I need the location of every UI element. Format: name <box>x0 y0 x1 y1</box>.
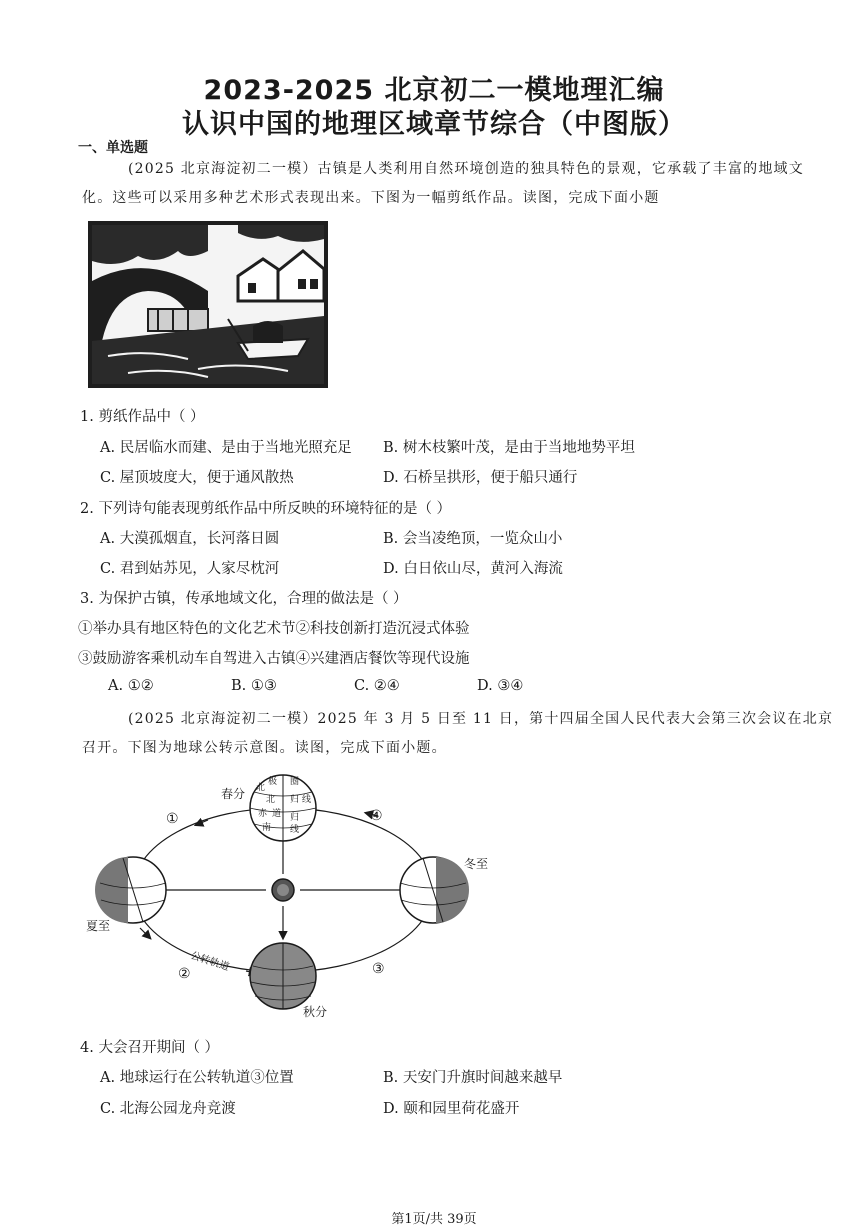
group1-intro-line1: (2025 北京海淀初二一模）古镇是人类利用自然环境创造的独具特色的景观，它承载了丰富的地域文 <box>128 161 804 177</box>
position-1: ① <box>166 811 179 827</box>
earth-orbit-diagram <box>78 768 508 1023</box>
page-number: 第1页/共 39页 <box>391 1212 477 1227</box>
q3-option-c[interactable]: C. ②④ <box>354 678 400 694</box>
page-title: 2023-2025 北京初二一模地理汇编 <box>203 75 665 106</box>
svg-text:线: 线 <box>302 795 312 805</box>
q4-option-a[interactable]: A. 地球运行在公转轨道③位置 <box>100 1070 294 1086</box>
page-subtitle: 认识中国的地理区域章节综合（中图版） <box>182 109 686 140</box>
svg-text:赤: 赤 <box>258 809 268 819</box>
q2-option-c[interactable]: C. 君到姑苏见，人家尽枕河 <box>100 561 280 577</box>
q4-option-d[interactable]: D. 颐和园里荷花盛开 <box>383 1101 520 1117</box>
q2-option-a[interactable]: A. 大漠孤烟直，长河落日圆 <box>100 531 280 547</box>
section-heading: 一、单选题 <box>78 140 148 156</box>
q1-option-b[interactable]: B. 树木枝繁叶茂，是由于当地地势平坦 <box>383 440 635 456</box>
position-4: ④ <box>370 808 383 824</box>
question-1-stem: 1. 剪纸作品中（ ） <box>80 409 205 425</box>
svg-text:极: 极 <box>268 777 278 787</box>
papercut-image <box>88 221 328 388</box>
svg-text:归: 归 <box>290 795 300 805</box>
svg-text:线: 线 <box>290 825 300 835</box>
group1-intro-line2: 化。这些可以采用多种艺术形式表现出来。下图为一幅剪纸作品。读图，完成下面小题 <box>82 190 660 206</box>
svg-text:北: 北 <box>266 795 276 805</box>
q1-option-d[interactable]: D. 石桥呈拱形，便于船只通行 <box>383 470 578 486</box>
label-summer: 夏至 <box>86 919 111 933</box>
label-spring: 春分 <box>221 787 246 801</box>
svg-text:道: 道 <box>272 809 282 819</box>
earth-autumn-equinox <box>250 943 316 1009</box>
question-2-stem: 2. 下列诗句能表现剪纸作品中所反映的环境特征的是（ ） <box>80 501 452 517</box>
question-4-stem: 4. 大会召开期间（ ） <box>80 1040 220 1056</box>
q1-option-a[interactable]: A. 民居临水而建、是由于当地光照充足 <box>100 440 352 456</box>
svg-text:南: 南 <box>262 823 272 833</box>
q3-option-d[interactable]: D. ③④ <box>477 678 524 694</box>
q3-option-b[interactable]: B. ①③ <box>231 678 277 694</box>
earth-spring-equinox <box>250 775 316 841</box>
q1-option-c[interactable]: C. 屋顶坡度大，便于通风散热 <box>100 470 294 486</box>
globe-label: 北 <box>256 783 266 793</box>
q4-option-c[interactable]: C. 北海公园龙舟竞渡 <box>100 1101 236 1117</box>
q3-statement-1: ①举办具有地区特色的文化艺术节②科技创新打造沉浸式体验 <box>78 621 470 637</box>
label-autumn: 秋分 <box>303 1005 328 1019</box>
q4-option-b[interactable]: B. 天安门升旗时间越来越早 <box>383 1070 563 1086</box>
q2-option-d[interactable]: D. 白日依山尽，黄河入海流 <box>383 561 563 577</box>
position-2: ② <box>178 966 191 982</box>
orbit-label: 公转轨道 <box>189 950 231 974</box>
q3-statement-2: ③鼓励游客乘机动车自驾进入古镇④兴建酒店餐饮等现代设施 <box>78 651 470 667</box>
position-3: ③ <box>372 961 385 977</box>
q3-option-a[interactable]: A. ①② <box>108 678 154 694</box>
svg-text:归: 归 <box>290 813 300 823</box>
earth-winter-solstice <box>400 857 469 923</box>
question-3-stem: 3. 为保护古镇，传承地域文化，合理的做法是（ ） <box>80 591 408 607</box>
group2-intro-line1: (2025 北京海淀初二一模）2025 年 3 月 5 日至 11 日，第十四届全国人民代表大会第三次会议在北京 <box>128 711 834 727</box>
svg-text:圈: 圈 <box>290 777 300 787</box>
q2-option-b[interactable]: B. 会当凌绝顶，一览众山小 <box>383 531 563 547</box>
earth-summer-solstice <box>95 857 166 923</box>
group2-intro-line2: 召开。下图为地球公转示意图。读图，完成下面小题。 <box>82 740 447 756</box>
label-winter: 冬至 <box>464 857 489 871</box>
